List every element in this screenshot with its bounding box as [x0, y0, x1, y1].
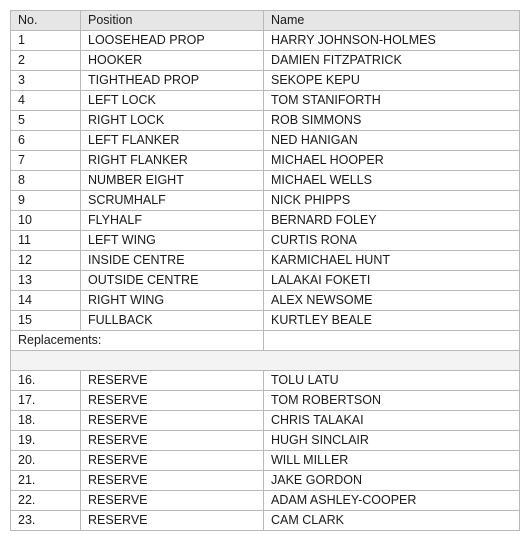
cell-position: RIGHT LOCK: [81, 111, 264, 131]
cell-name: TOLU LATU: [264, 371, 520, 391]
table-body: [11, 11, 520, 531]
cell-name: KURTLEY BEALE: [264, 311, 520, 331]
starter-row: [11, 71, 520, 91]
cell-no: 20.: [11, 451, 81, 471]
cell-position: RESERVE: [81, 451, 264, 471]
cell-name: NICK PHIPPS: [264, 191, 520, 211]
cell-position: TIGHTHEAD PROP: [81, 71, 264, 91]
cell-name: KARMICHAEL HUNT: [264, 251, 520, 271]
empty-cell: [264, 331, 520, 351]
cell-position: RESERVE: [81, 391, 264, 411]
cell-no: 11: [11, 231, 81, 251]
cell-name: DAMIEN FITZPATRICK: [264, 51, 520, 71]
cell-name: SEKOPE KEPU: [264, 71, 520, 91]
cell-name: NED HANIGAN: [264, 131, 520, 151]
cell-no: 10: [11, 211, 81, 231]
replacements-label-row: [11, 331, 520, 351]
cell-no: 2: [11, 51, 81, 71]
cell-no: 22.: [11, 491, 81, 511]
starter-row: [11, 91, 520, 111]
cell-no: 17.: [11, 391, 81, 411]
cell-no: 5: [11, 111, 81, 131]
header-no: No.: [11, 11, 81, 31]
cell-name: HARRY JOHNSON-HOLMES: [264, 31, 520, 51]
reserve-row: [11, 451, 520, 471]
cell-name: CAM CLARK: [264, 511, 520, 531]
cell-no: 16.: [11, 371, 81, 391]
starter-row: [11, 31, 520, 51]
cell-name: WILL MILLER: [264, 451, 520, 471]
cell-position: LEFT FLANKER: [81, 131, 264, 151]
cell-position: LEFT WING: [81, 231, 264, 251]
cell-no: 6: [11, 131, 81, 151]
reserve-row: [11, 431, 520, 451]
cell-name: TOM ROBERTSON: [264, 391, 520, 411]
starter-row: [11, 311, 520, 331]
cell-no: 7: [11, 151, 81, 171]
starter-row: [11, 151, 520, 171]
starter-row: [11, 211, 520, 231]
team-lineup-table: [10, 10, 520, 531]
cell-no: 3: [11, 71, 81, 91]
cell-position: LEFT LOCK: [81, 91, 264, 111]
cell-name: ALEX NEWSOME: [264, 291, 520, 311]
cell-position: RESERVE: [81, 511, 264, 531]
cell-name: TOM STANIFORTH: [264, 91, 520, 111]
cell-name: HUGH SINCLAIR: [264, 431, 520, 451]
cell-position: NUMBER EIGHT: [81, 171, 264, 191]
cell-position: FULLBACK: [81, 311, 264, 331]
cell-no: 23.: [11, 511, 81, 531]
cell-no: 4: [11, 91, 81, 111]
header-row: [11, 11, 520, 31]
cell-no: 18.: [11, 411, 81, 431]
starter-row: [11, 291, 520, 311]
replacements-label: Replacements:: [11, 331, 264, 351]
cell-no: 9: [11, 191, 81, 211]
cell-no: 15: [11, 311, 81, 331]
reserve-row: [11, 391, 520, 411]
cell-position: RIGHT FLANKER: [81, 151, 264, 171]
cell-position: RIGHT WING: [81, 291, 264, 311]
starter-row: [11, 131, 520, 151]
starter-row: [11, 111, 520, 131]
cell-position: OUTSIDE CENTRE: [81, 271, 264, 291]
cell-position: SCRUMHALF: [81, 191, 264, 211]
cell-no: 13: [11, 271, 81, 291]
cell-no: 14: [11, 291, 81, 311]
cell-name: BERNARD FOLEY: [264, 211, 520, 231]
cell-position: RESERVE: [81, 471, 264, 491]
starter-row: [11, 51, 520, 71]
cell-position: RESERVE: [81, 431, 264, 451]
spacer-cell: [11, 351, 520, 371]
reserve-row: [11, 491, 520, 511]
starter-row: [11, 191, 520, 211]
cell-name: JAKE GORDON: [264, 471, 520, 491]
cell-name: LALAKAI FOKETI: [264, 271, 520, 291]
reserve-row: [11, 371, 520, 391]
reserve-row: [11, 471, 520, 491]
cell-no: 19.: [11, 431, 81, 451]
reserve-row: [11, 511, 520, 531]
cell-no: 12: [11, 251, 81, 271]
cell-name: MICHAEL HOOPER: [264, 151, 520, 171]
starter-row: [11, 231, 520, 251]
spacer-row: [11, 351, 520, 371]
cell-position: LOOSEHEAD PROP: [81, 31, 264, 51]
cell-name: MICHAEL WELLS: [264, 171, 520, 191]
header-position: Position: [81, 11, 264, 31]
cell-position: FLYHALF: [81, 211, 264, 231]
cell-position: HOOKER: [81, 51, 264, 71]
cell-name: CHRIS TALAKAI: [264, 411, 520, 431]
cell-position: INSIDE CENTRE: [81, 251, 264, 271]
cell-name: ADAM ASHLEY-COOPER: [264, 491, 520, 511]
starter-row: [11, 271, 520, 291]
starter-row: [11, 171, 520, 191]
cell-no: 21.: [11, 471, 81, 491]
header-name: Name: [264, 11, 520, 31]
cell-name: ROB SIMMONS: [264, 111, 520, 131]
starter-row: [11, 251, 520, 271]
cell-name: CURTIS RONA: [264, 231, 520, 251]
cell-no: 1: [11, 31, 81, 51]
cell-position: RESERVE: [81, 371, 264, 391]
cell-no: 8: [11, 171, 81, 191]
reserve-row: [11, 411, 520, 431]
cell-position: RESERVE: [81, 411, 264, 431]
cell-position: RESERVE: [81, 491, 264, 511]
